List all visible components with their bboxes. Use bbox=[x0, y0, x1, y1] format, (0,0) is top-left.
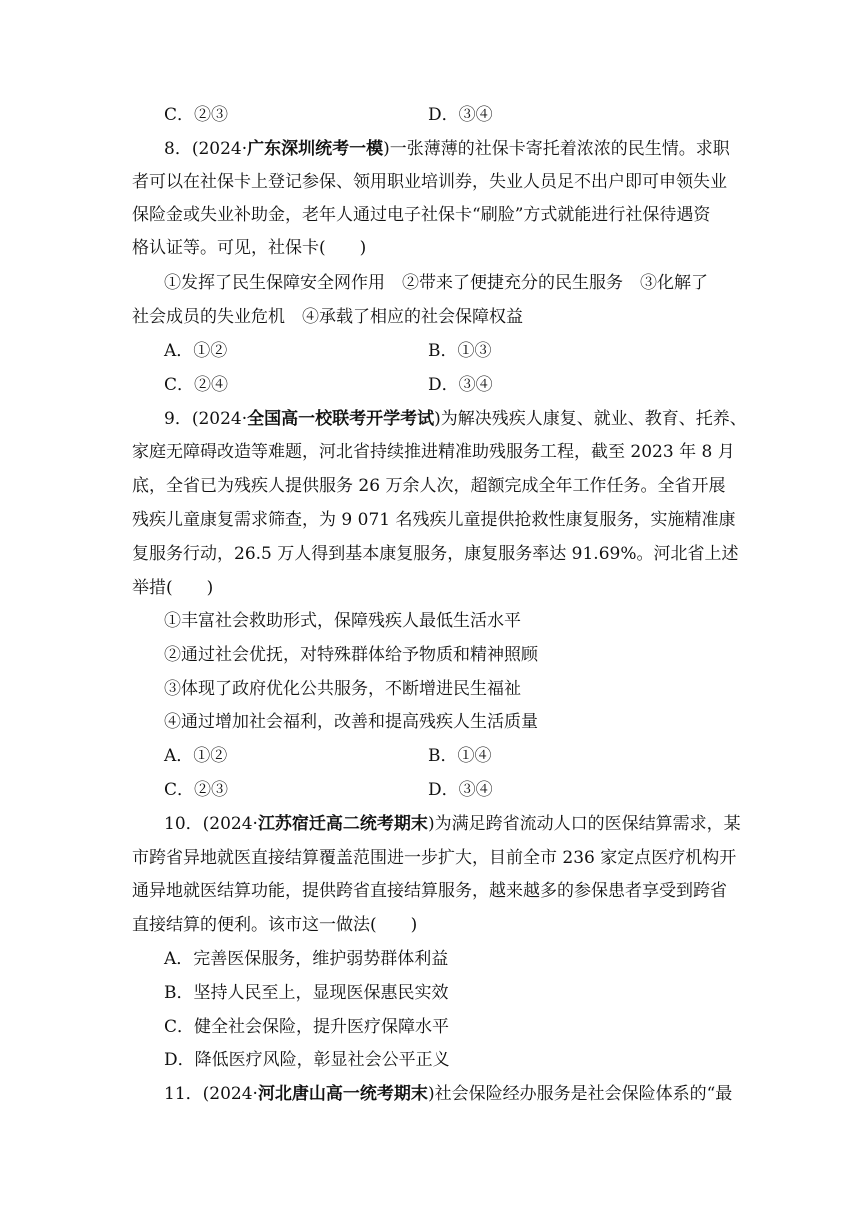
q9-stem-line-4: 残疾儿童康复需求筛查，为 9 071 名残疾儿童提供抢救性康复服务，实施精准康 bbox=[132, 510, 736, 530]
q7-option-c: C．②③ bbox=[164, 105, 229, 125]
q9-option-a: A．①② bbox=[164, 746, 228, 766]
q9-statement-4: ④通过增加社会福利，改善和提高残疾人生活质量 bbox=[164, 712, 538, 732]
q9-stem-line-2: 家庭无障碍改造等难题，河北省持续推进精准助残服务工程，截至 2023 年 8 月 bbox=[132, 442, 735, 462]
q7-option-d: D．③④ bbox=[428, 105, 493, 125]
q9-stem-line-6: 举措( ) bbox=[132, 578, 214, 598]
q9-option-b: B．①④ bbox=[428, 746, 492, 766]
q8-source: 广东深圳统考一模 bbox=[247, 139, 384, 159]
q8-option-d: D．③④ bbox=[428, 375, 493, 395]
q9-option-c: C．②③ bbox=[164, 780, 229, 800]
q9-statement-1: ①丰富社会救助形式，保障残疾人最低生活水平 bbox=[164, 611, 521, 631]
q8-stem-line-2: 者可以在社保卡上登记参保、领用职业培训券，失业人员足不出户即可申领失业 bbox=[132, 172, 727, 192]
q8-statements-line-1: ①发挥了民生保障安全网作用 ②带来了便捷充分的民生服务 ③化解了 bbox=[164, 273, 708, 293]
q10-stem-line-1: 10．(2024·江苏宿迁高二统考期末)为满足跨省流动人口的医保结算需求，某 bbox=[164, 814, 741, 834]
q8-option-a: A．①② bbox=[164, 341, 228, 361]
q8-option-c: C．②④ bbox=[164, 375, 229, 395]
q8-stem-line-4: 格认证等。可见，社保卡( ) bbox=[132, 238, 367, 258]
q9-statement-2: ②通过社会优抚，对特殊群体给予物质和精神照顾 bbox=[164, 645, 538, 665]
q10-source: 江苏宿迁高二统考期末 bbox=[257, 814, 428, 834]
q9-stem-line-5: 复服务行动，26.5 万人得到基本康复服务，康复服务率达 91.69%。河北省上述 bbox=[132, 544, 739, 564]
q9-stem-line-1: 9．(2024·全国高一校联考开学考试)为解决残疾人康复、就业、教育、托养、 bbox=[164, 409, 747, 429]
q9-source: 全国高一校联考开学考试 bbox=[247, 409, 435, 429]
q8-statements-line-2: 社会成员的失业危机 ④承载了相应的社会保障权益 bbox=[132, 307, 523, 327]
q8-option-b: B．①③ bbox=[428, 341, 492, 361]
q9-stem-line-3: 底，全省已为残疾人提供服务 26 万余人次，超额完成全年工作任务。全省开展 bbox=[132, 476, 726, 496]
q10-stem-line-2: 市跨省异地就医直接结算覆盖范围进一步扩大，目前全市 236 家定点医疗机构开 bbox=[132, 848, 737, 868]
q9-option-d: D．③④ bbox=[428, 780, 493, 800]
q10-option-d: D．降低医疗风险，彰显社会公平正义 bbox=[164, 1050, 450, 1070]
q10-stem-line-4: 直接结算的便利。该市这一做法( ) bbox=[132, 915, 418, 935]
q11-stem-line-1: 11．(2024·河北唐山高一统考期末)社会保险经办服务是社会保险体系的“最 bbox=[164, 1084, 733, 1104]
q8-stem-line-1: 8．(2024·广东深圳统考一模)一张薄薄的社保卡寄托着浓浓的民生情。求职 bbox=[164, 139, 730, 159]
q10-option-c: C．健全社会保险，提升医疗保障水平 bbox=[164, 1017, 450, 1037]
q9-statement-3: ③体现了政府优化公共服务，不断增进民生福祉 bbox=[164, 679, 521, 699]
q10-stem-line-3: 通异地就医结算功能，提供跨省直接结算服务，越来越多的参保患者享受到跨省 bbox=[132, 881, 727, 901]
q8-stem-line-3: 保险金或失业补助金，老年人通过电子社保卡“刷脸”方式就能进行社保待遇资 bbox=[132, 205, 711, 225]
q11-source: 河北唐山高一统考期末 bbox=[257, 1084, 428, 1104]
q10-option-b: B．坚持人民至上，显现医保惠民实效 bbox=[164, 983, 449, 1003]
q10-option-a: A．完善医保服务，维护弱势群体利益 bbox=[164, 949, 449, 969]
